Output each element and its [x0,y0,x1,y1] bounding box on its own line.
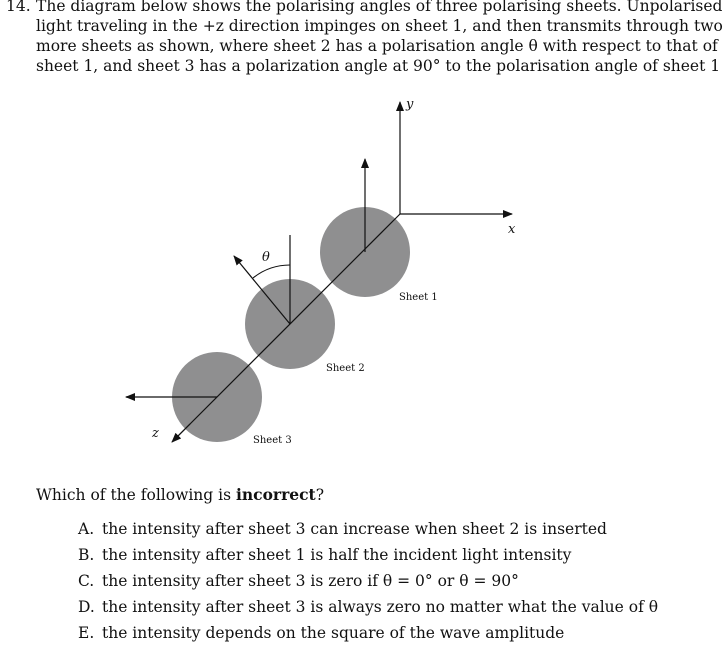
prompt-text: Which of the following is [36,486,236,504]
question-prompt [36,485,324,504]
option-letter: C. [78,572,95,590]
sheet-3-label: Sheet 3 [253,435,292,446]
option-text: the intensity after sheet 3 can increase when sheet 2 is inserted [102,520,607,538]
option-letter: A. [78,520,95,538]
option-text: the intensity after sheet 1 is half the incident light intensity [102,546,572,564]
z-axis-label: z [152,426,159,441]
x-axis-label: x [508,222,516,237]
option-letter: E. [78,624,95,642]
option-text: the intensity after sheet 3 is always zero no matter what the value of θ [102,598,659,616]
y-axis-label: y [406,97,414,112]
question-stem-line-3: more sheets as shown, where sheet 2 has a polarisation angle θ with respect to that of [36,37,718,55]
option-d[interactable] [78,598,658,616]
option-text: the intensity after sheet 3 is zero if θ = 0° or θ = 90° [102,572,519,590]
option-b[interactable] [78,546,571,564]
prompt-emphasis: incorrect [235,485,316,504]
z-axis-arrow [172,424,190,442]
option-letter: D. [78,598,95,616]
question-number: 14. [6,0,31,15]
sheet-1-label: Sheet 1 [399,292,438,303]
sheet-2-label: Sheet 2 [326,363,365,374]
option-letter: B. [78,546,95,564]
option-a[interactable] [78,520,607,538]
question-stem-line-4: sheet 1, and sheet 3 has a polarization angle at 90° to the polarisation angle of sheet 1 [36,57,721,75]
question-stem-line-2: light traveling in the +z direction impinges on sheet 1, and then transmits through two [36,17,723,35]
theta-label: θ [262,250,270,265]
option-c[interactable] [78,572,519,590]
prompt-end: ? [315,486,325,504]
theta-angle-arc [253,265,290,278]
z-axis-line [177,214,400,437]
option-e[interactable] [78,624,564,642]
option-text: the intensity depends on the square of the wave amplitude [102,624,565,642]
question-stem-line-1: The diagram below shows the polarising angles of three polarising sheets. Unpolarised [36,0,723,15]
